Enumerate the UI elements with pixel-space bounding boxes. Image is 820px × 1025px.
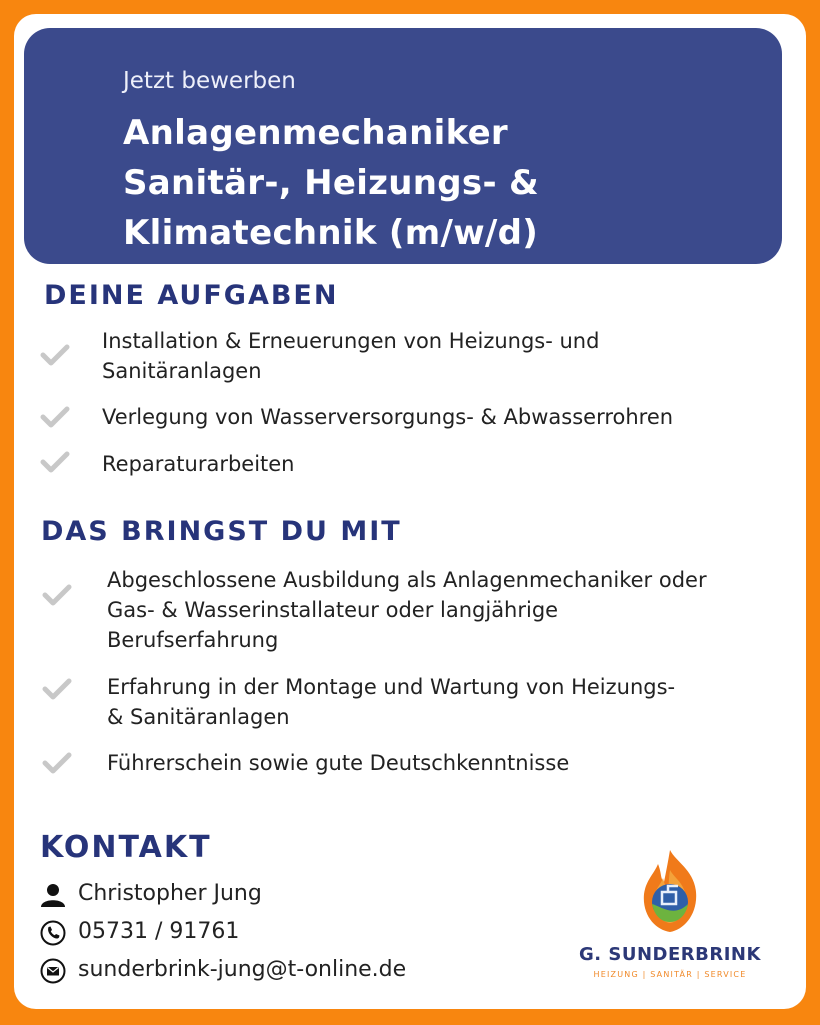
requirement-item-2 bbox=[107, 672, 675, 732]
job-title-line-2: Sanitär-, Heizungs- & bbox=[123, 163, 539, 203]
check-icon bbox=[42, 584, 72, 606]
task-item-1-line-2: Sanitäranlagen bbox=[102, 359, 262, 383]
check-icon bbox=[42, 678, 72, 700]
logo-tagline: HEIZUNG | SANITÄR | SERVICE bbox=[593, 970, 747, 979]
contact-name-row bbox=[40, 878, 340, 910]
flame-logo-icon bbox=[638, 848, 702, 934]
mail-icon bbox=[40, 958, 66, 984]
phone-icon bbox=[40, 920, 66, 946]
apply-now-kicker: Jetzt bewerben bbox=[123, 68, 296, 94]
requirements-heading: DAS BRINGST DU MIT bbox=[41, 516, 402, 547]
requirement-item-2-line-1: Erfahrung in der Montage und Wartung von Heizungs- bbox=[107, 675, 676, 699]
check-icon bbox=[40, 406, 70, 428]
logo-company-name: G. SUNDERBRINK bbox=[579, 944, 761, 965]
task-item-1 bbox=[102, 326, 599, 386]
check-icon bbox=[40, 344, 70, 366]
requirement-item-1-line-3: Berufserfahrung bbox=[107, 628, 279, 652]
contact-phone-row bbox=[40, 916, 340, 948]
requirement-item-3 bbox=[107, 748, 569, 778]
job-title bbox=[123, 108, 539, 258]
task-item-3-line-1: Reparaturarbeiten bbox=[102, 452, 295, 476]
check-icon bbox=[40, 451, 70, 473]
hero-banner bbox=[24, 28, 782, 264]
task-item-2-line-1: Verlegung von Wasserversorgungs- & Abwasserrohren bbox=[102, 405, 674, 429]
job-title-line-1: Anlagenmechaniker bbox=[123, 113, 508, 153]
job-ad-card bbox=[14, 14, 806, 1009]
requirement-item-1-line-1: Abgeschlossene Ausbildung als Anlagenmechaniker oder bbox=[107, 568, 707, 592]
task-item-1-line-1: Installation & Erneuerungen von Heizungs- und bbox=[102, 329, 600, 353]
requirement-item-2-line-2: & Sanitäranlagen bbox=[107, 705, 290, 729]
requirement-item-3-line-1: Führerschein sowie gute Deutschkenntnisse bbox=[107, 751, 570, 775]
requirement-item-1 bbox=[107, 565, 707, 655]
contact-phone[interactable]: 05731 / 91761 bbox=[78, 919, 240, 944]
task-item-3 bbox=[102, 449, 295, 479]
tasks-heading: DEINE AUFGABEN bbox=[44, 280, 339, 311]
job-title-line-3: Klimatechnik (m/w/d) bbox=[123, 213, 539, 253]
check-icon bbox=[42, 752, 72, 774]
contact-email-row bbox=[40, 954, 480, 986]
task-item-2 bbox=[102, 402, 673, 432]
person-icon bbox=[40, 882, 66, 908]
contact-name: Christopher Jung bbox=[78, 881, 262, 906]
contact-heading: KONTAKT bbox=[40, 830, 212, 865]
contact-email[interactable]: sunderbrink-jung@t-online.de bbox=[78, 957, 407, 982]
company-logo bbox=[560, 848, 780, 988]
requirement-item-1-line-2: Gas- & Wasserinstallateur oder langjährige bbox=[107, 598, 559, 622]
